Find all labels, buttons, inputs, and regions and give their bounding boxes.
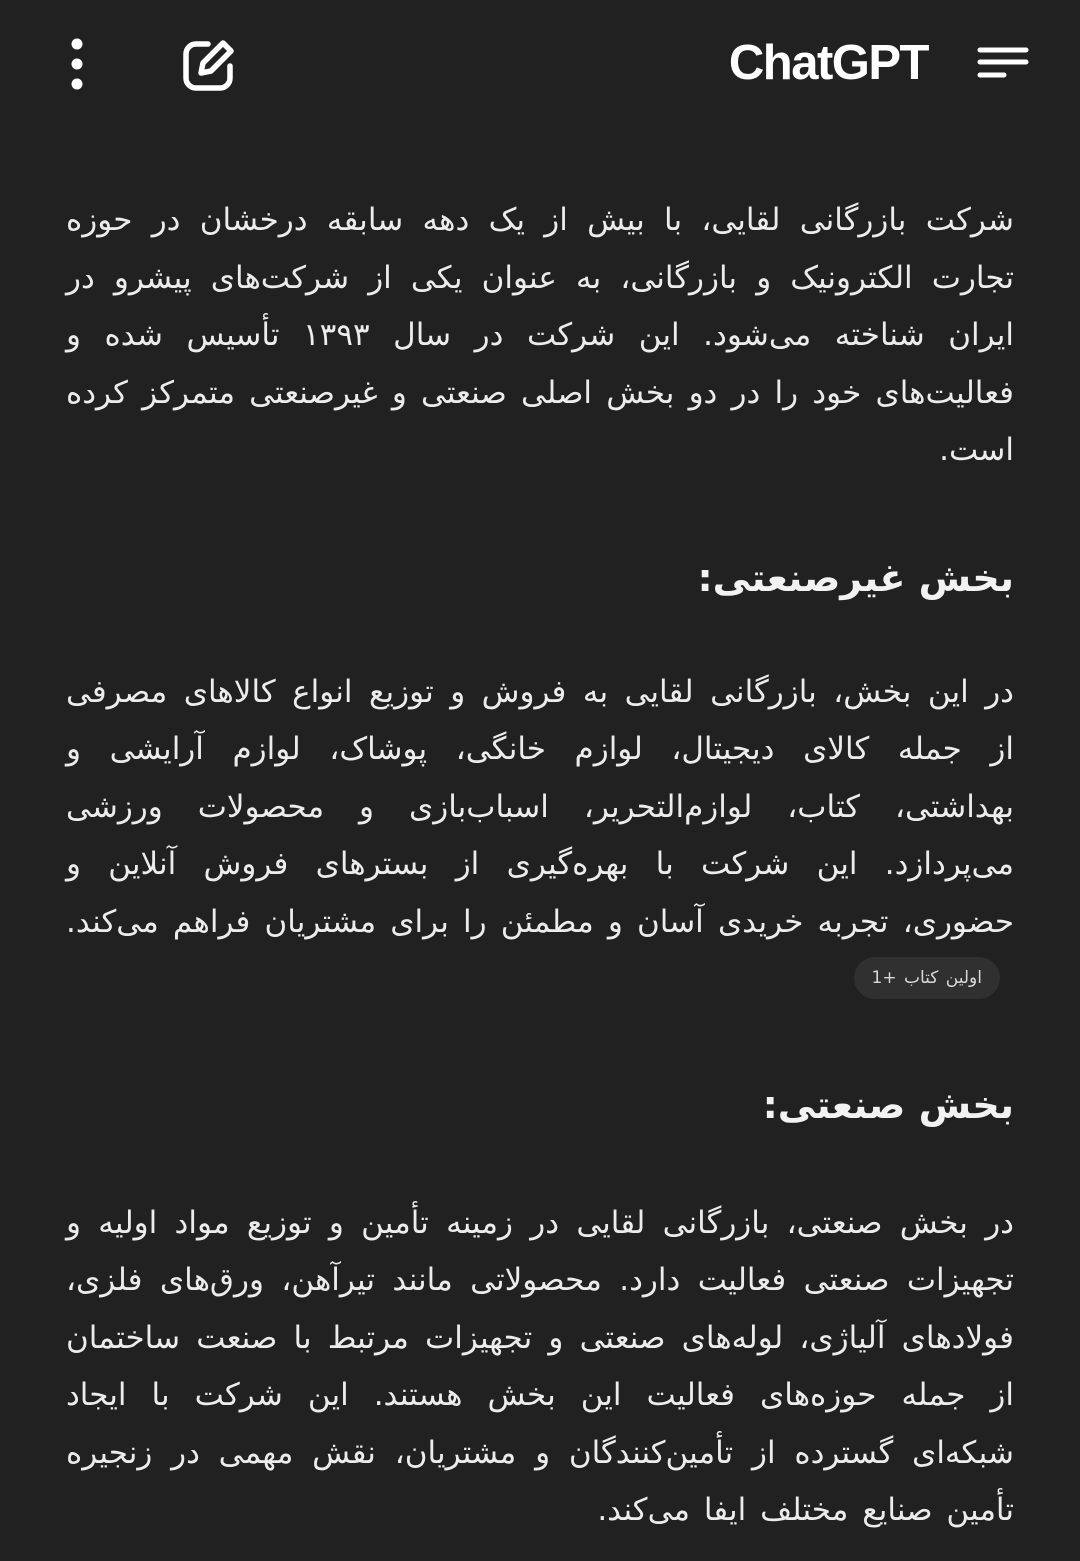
assistant-message (66, 192, 1014, 1540)
heading-industrial: بخش صنعتی: (762, 1082, 1014, 1127)
non-industrial-paragraph (66, 664, 1014, 1009)
citation-chip[interactable]: اولین کتاب +1 (854, 957, 1000, 999)
hamburger-menu-icon[interactable] (976, 44, 1030, 84)
heading-non-industrial: بخش غیرصنعتی: (697, 555, 1014, 600)
non-industrial-text: در این بخش، بازرگانی لقایی به فروش و توزیع انواع کالاهای مصرفی از جمله کالای دیجیتال، لوازم خانگی، پوشاک، لوازم آرایشی و بهداشتی، کتاب، لوازم‌التحریر، اسباب‌بازی و محصولات ورزشی می‌پردازد. این شرکت با بهره‌گیری از بسترهای فروش آنلاین و حضوری، تجربه خریدی آسان و مطمئن را برای مشتریان فراهم می‌کند. (66, 673, 1014, 940)
top-app-bar (0, 0, 1080, 130)
new-chat-edit-icon[interactable] (180, 36, 238, 94)
industrial-paragraph: در بخش صنعتی، بازرگانی لقایی در زمینه تأمین و توزیع مواد اولیه و تجهیزات صنعتی فعالیت دارد. محصولاتی مانند تیرآهن، ورق‌های فلزی، فولادهای آلیاژی، لوله‌های صنعتی و تجهیزات مرتبط با صنعت ساختمان از جمله حوزه‌های فعالیت این بخش هستند. این شرکت با ایجاد شبکه‌ای گسترده از تأمین‌کنندگان و مشتریان، نقش مهمی در زنجیره تأمین صنایع مختلف ایفا می‌کند. (66, 1204, 1014, 1528)
intro-paragraph: شرکت بازرگانی لقایی، با بیش از یک دهه سابقه درخشان در حوزه تجارت الکترونیک و بازرگانی، به عنوان یکی از شرکت‌های پیشرو در ایران شناخته می‌شود. این شرکت در سال ۱۳۹۳ تأسیس شده و فعالیت‌های خود را در دو بخش اصلی صنعتی و غیرصنعتی متمرکز کرده است. (66, 202, 1014, 468)
vertical-ellipsis-icon[interactable] (60, 36, 94, 94)
app-title[interactable]: ChatGPT (728, 36, 928, 90)
